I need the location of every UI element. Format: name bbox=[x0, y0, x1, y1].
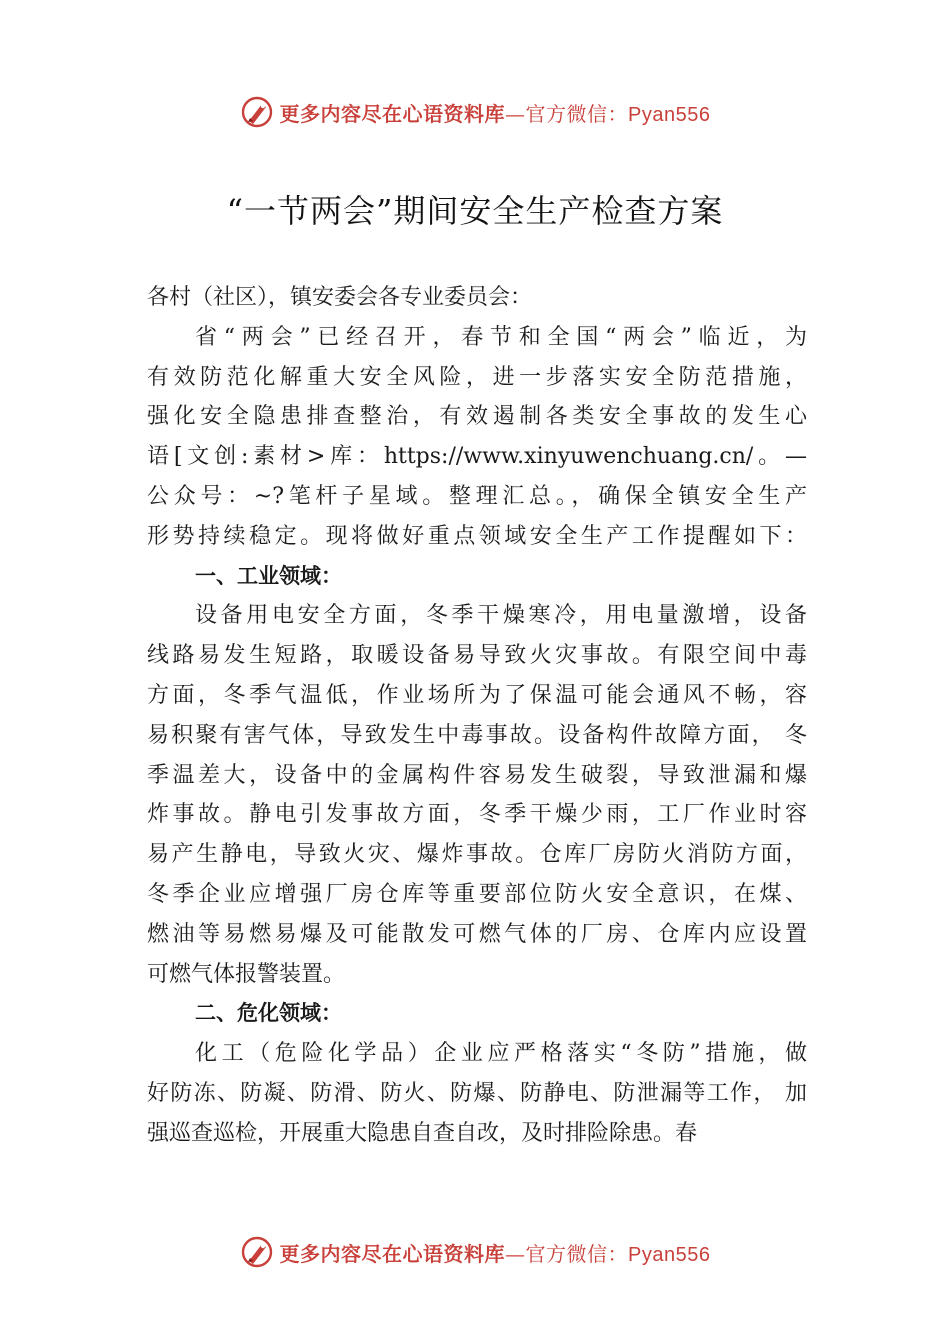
section1-line: 冬季企业应增强厂房仓库等重要部位防火安全意识，在煤、 bbox=[147, 881, 807, 907]
banner-wechat-label: 官方微信： bbox=[525, 1241, 629, 1266]
section2-line: 化工（危险化学品）企业应严格落实“冬防”措施，做 bbox=[195, 1041, 807, 1067]
section1-line: 炸事故。静电引发事故方面，冬季干燥少雨，工厂作业时容 bbox=[147, 802, 807, 828]
banner-wechat-id: Pyan556 bbox=[628, 1243, 711, 1266]
section-heading-industry: 一、工业领域： bbox=[195, 563, 342, 588]
intro-line: 形势持续稳定。现将做好重点领域安全生产工作提醒如下： bbox=[147, 523, 807, 549]
banner-dash: — bbox=[505, 1241, 526, 1266]
section1-line: 季温差大，设备中的金属构件容易发生破裂，导致泄漏和爆 bbox=[147, 762, 807, 788]
section1-line: 易积聚有害气体，导致发生中毒事故。设备构件故障方面， 冬 bbox=[147, 722, 807, 748]
banner-brand: 更多内容尽在心语资料库 bbox=[279, 1241, 506, 1266]
pen-logo-icon bbox=[240, 95, 274, 129]
section1-line: 线路易发生短路，取暖设备易导致火灾事故。有限空间中毒 bbox=[147, 643, 807, 669]
banner-text bbox=[280, 1238, 711, 1267]
banner-wechat-id: Pyan556 bbox=[628, 103, 711, 126]
intro-line: 强化安全隐患排查整治，有效遏制各类安全事故的发生心 bbox=[147, 404, 807, 430]
section1-line: 设备用电安全方面，冬季干燥寒冷，用电量激增，设备 bbox=[195, 603, 807, 629]
pen-logo-icon bbox=[240, 1235, 274, 1269]
section1-line: 方面，冬季气温低，作业场所为了保温可能会通风不畅，容 bbox=[147, 682, 807, 708]
footer-banner bbox=[0, 1232, 950, 1272]
banner-dash: — bbox=[505, 101, 526, 126]
document-body bbox=[147, 278, 807, 1154]
section2-line: 好防冻、防凝、防滑、防火、防爆、防静电、防泄漏等工作， 加 bbox=[147, 1080, 807, 1106]
intro-line: 语[文创:素材>库：https://www.xinyuwenchuang.cn/。— bbox=[147, 444, 807, 470]
banner-brand: 更多内容尽在心语资料库 bbox=[279, 101, 506, 126]
banner-wechat-label: 官方微信： bbox=[525, 101, 629, 126]
intro-line: 公众号：~?笔杆子星域。整理汇总。，确保全镇安全生产 bbox=[147, 483, 807, 509]
salutation: 各村（社区），镇安委会各专业委员会： bbox=[147, 285, 533, 310]
section1-line: 易产生静电，导致火灾、爆炸事故。仓库厂房防火消防方面， bbox=[147, 842, 807, 868]
banner-text bbox=[280, 98, 711, 127]
section2-line: 强巡查巡检，开展重大隐患自查自改，及时排险除患。春 bbox=[147, 1120, 698, 1146]
section-heading-hazchem: 二、危化领域： bbox=[195, 1001, 342, 1026]
header-banner bbox=[0, 92, 950, 132]
document-title: “一节两会”期间安全生产检查方案 bbox=[226, 192, 724, 230]
intro-line: 有效防范化解重大安全风险，进一步落实安全防范措施， bbox=[147, 364, 807, 390]
section1-line: 燃油等易燃易爆及可能散发可燃气体的厂房、仓库内应设置 bbox=[147, 921, 807, 947]
intro-line: 省“两会”已经召开，春节和全国“两会”临近，为 bbox=[195, 324, 807, 350]
section1-line: 可燃气体报警装置。 bbox=[147, 961, 346, 987]
